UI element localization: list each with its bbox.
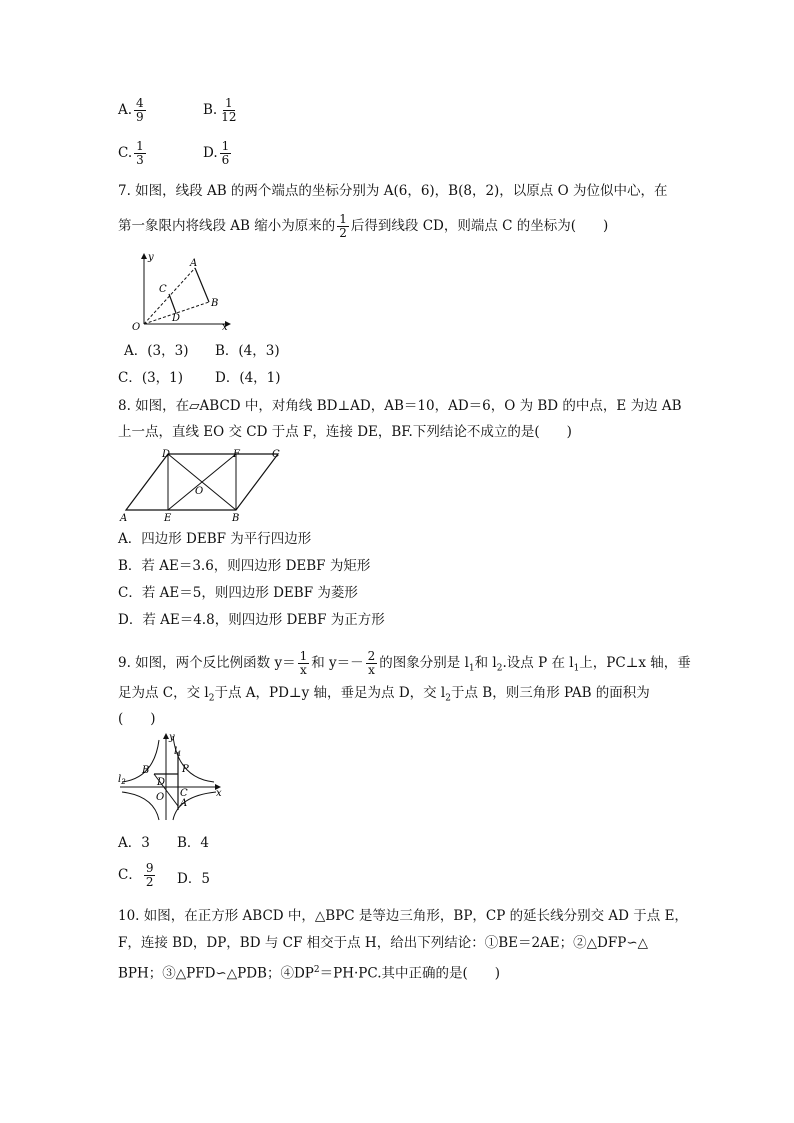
q7-label-a: A xyxy=(190,258,198,269)
q7-option-d: D．(4，1) xyxy=(215,370,281,386)
q9-label-y: y xyxy=(169,732,175,743)
q8-option-c: C．若 AE＝5，则四边形 DEBF 为菱形 xyxy=(118,585,358,601)
q9-option-d: D．5 xyxy=(177,871,210,887)
q9-option-c: C． $\frac{9}{2}$ xyxy=(118,861,154,889)
q8-option-a: A．四边形 DEBF 为平行四边形 xyxy=(118,531,312,547)
q8-label-f: F xyxy=(233,449,240,460)
q8-option-b: B．若 AE＝3.6，则四边形 DEBF 为矩形 xyxy=(118,558,371,574)
q6-option-c: C. $\frac{1}{3}$ xyxy=(118,139,144,167)
q10-stem-line3: BPH；③△PFD∽△PDB；$④DP^2=PH\cdot PC$.其中正确的是( ) xyxy=(118,965,501,982)
q7-label-o: O xyxy=(132,322,141,332)
q9-label-l2: $l_2$ xyxy=(118,774,126,786)
q7-label-d: D xyxy=(172,313,181,324)
q9-label-d: D xyxy=(157,777,166,788)
q9-curve-l1-q1 xyxy=(173,736,214,782)
q9-curve-l2-q2 xyxy=(122,740,159,782)
q9-label-c: C xyxy=(180,788,188,799)
q6-option-d: D. $\frac{1}{6}$ xyxy=(203,139,230,167)
q7-segment-cd xyxy=(169,294,176,313)
q9-label-l1: $l_1$ xyxy=(174,746,182,758)
q6-option-a: A. $\frac{4}{9}$ xyxy=(118,96,144,124)
q10-stem-line2: F，连接 BD，DP，BD 与 CF 相交于点 H，给出下列结论：①BE＝2AE；②△DFP∽△ xyxy=(118,935,649,951)
q8-label-o: O xyxy=(195,486,204,497)
q8-figure xyxy=(118,446,298,526)
q9-stem-line3: ( ) xyxy=(118,711,156,727)
q7-figure xyxy=(122,250,237,332)
q7-stem-line1: 7. 如图，线段 AB 的两个端点的坐标分别为 A(6，6)，B(8，2)，以原点 O 为位似中心，在 xyxy=(118,183,668,199)
q7-label-x: x xyxy=(222,322,228,332)
q7-label-b: B xyxy=(211,298,219,309)
q8-stem-line1: 8. 如图，在▱ABCD 中，对角线 BD⊥AD，AB＝10，AD＝6，O 为 BD 的中点，E 为边 AB xyxy=(118,398,682,414)
q8-stem-line2: 上一点，直线 EO 交 CD 于点 F，连接 DE，BF.下列结论不成立的是( ) xyxy=(118,424,572,440)
q9-stem-line2: 足为点 C，交 $l_2$于点 A，PD⊥y 轴，垂足为点 D，交 $l_2$于点 B，则三角形 PAB 的面积为 xyxy=(118,685,650,704)
q9-stem-line1: 9. 如图，两个反比例函数 y＝ $\frac{1}{x}$ 和 y＝－ $\frac{2}{x}$ 的图象分别是 $l_1$和 $l_2$.设点 P 在 $l_1$上，PC⊥x 轴，垂 xyxy=(118,649,691,677)
q9-curve-l1-q3 xyxy=(122,792,159,820)
q9-label-a: A xyxy=(180,798,188,809)
q7-option-c: C．(3，1) xyxy=(118,370,184,386)
q7-label-c: C xyxy=(159,284,167,295)
q7-segment-ab xyxy=(195,268,209,302)
q9-label-o: O xyxy=(156,792,165,803)
q7-option-a: A．(3，3) xyxy=(124,343,189,359)
q8-label-a: A xyxy=(120,513,128,524)
q9-option-a: A．3 xyxy=(118,835,150,851)
q7-label-y: y xyxy=(148,252,154,263)
q7-option-b: B．(4，3) xyxy=(215,343,280,359)
q8-label-c: C xyxy=(272,449,280,460)
q9-figure xyxy=(116,730,226,822)
q10-stem-line1: 10. 如图，在正方形 ABCD 中，△BPC 是等边三角形，BP，CP 的延长线分别交 AD 于点 E， xyxy=(118,908,688,924)
q9-label-p: P xyxy=(182,764,189,775)
q8-label-d: D xyxy=(162,449,171,460)
q6-option-b: B. $\frac{1}{12}$ xyxy=(203,96,237,124)
q8-label-e: E xyxy=(164,513,172,524)
q7-stem-line2: 第一象限内将线段 AB 缩小为原来的 $\frac{1}{2}$ 后得到线段 CD，则端点 C 的坐标为( ) xyxy=(118,212,609,240)
q8-label-b: B xyxy=(232,513,240,524)
q9-label-b: B xyxy=(142,765,150,776)
q9-label-x: x xyxy=(216,788,222,799)
q9-option-b: B．4 xyxy=(177,835,210,851)
q8-option-d: D．若 AE＝4.8，则四边形 DEBF 为正方形 xyxy=(118,612,385,628)
